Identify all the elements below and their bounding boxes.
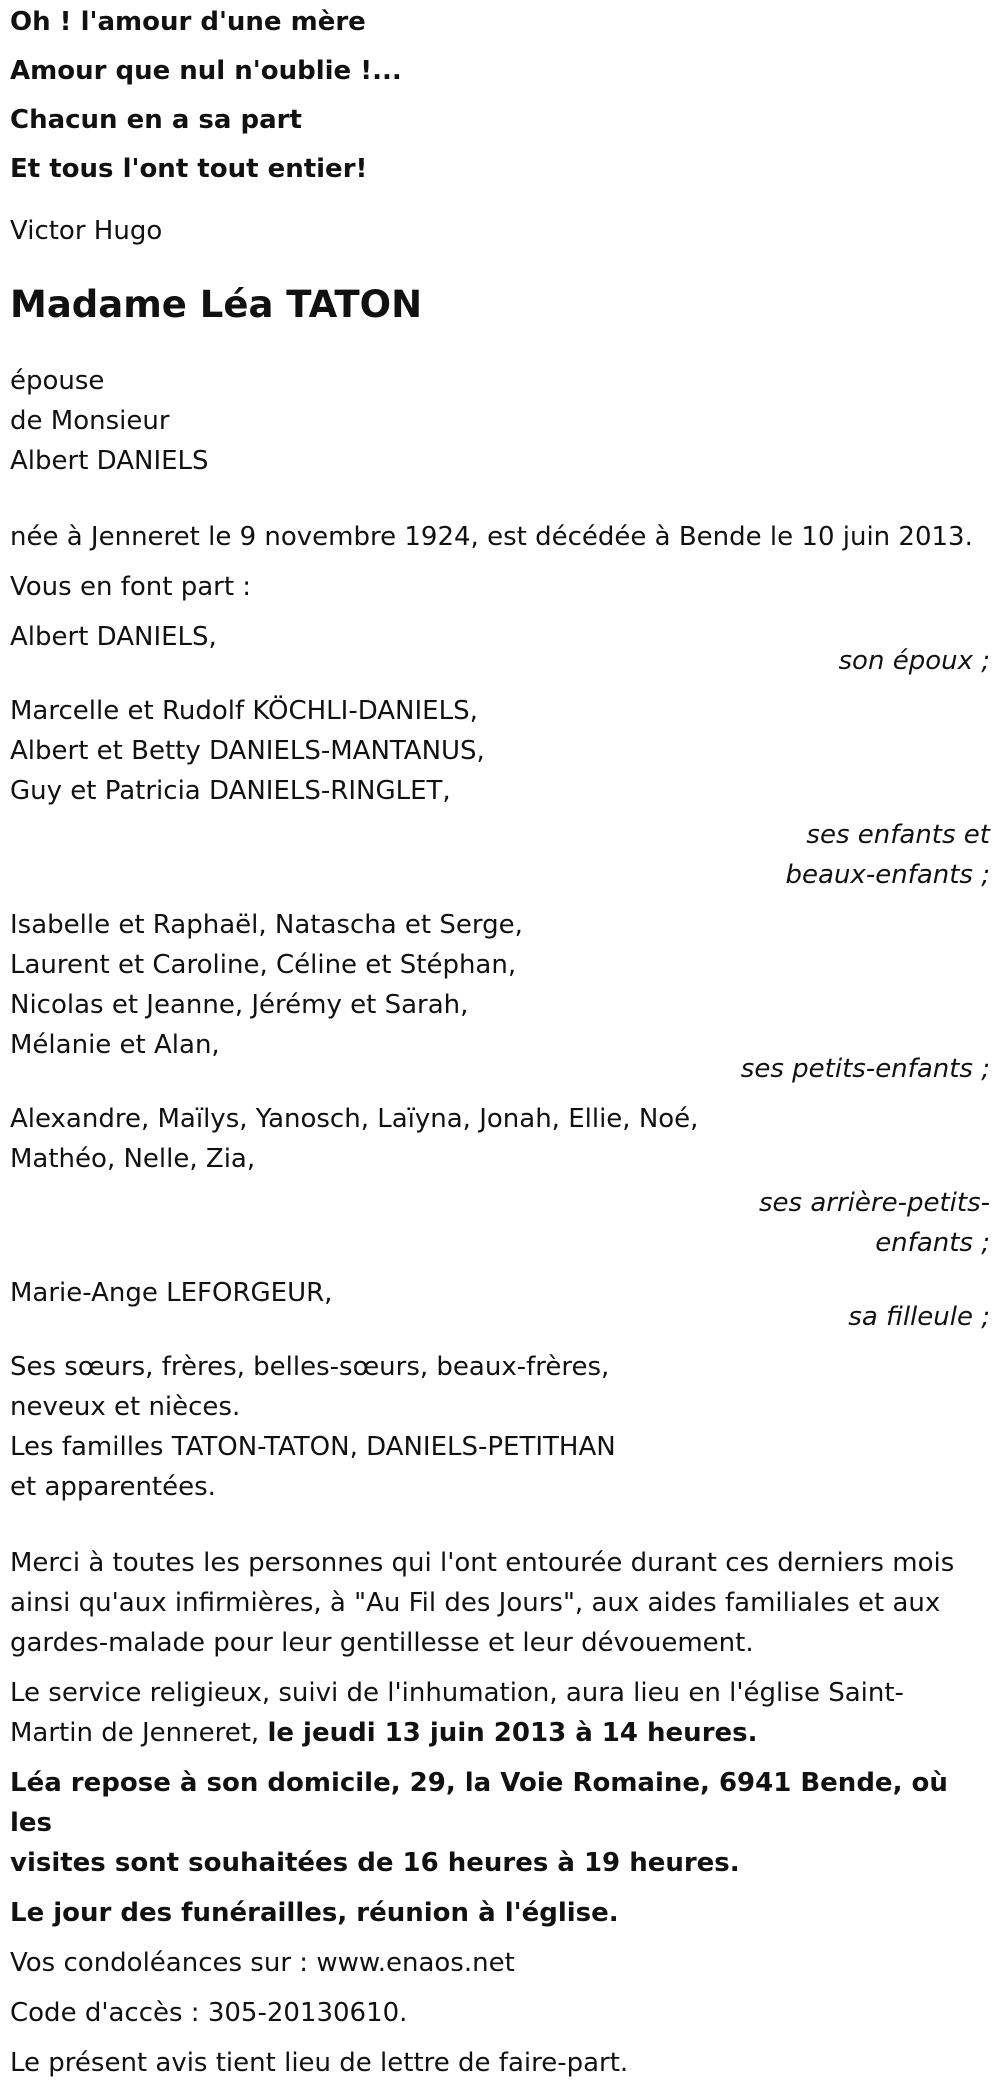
deceased-name: Madame Léa TATON xyxy=(10,283,423,326)
other-relatives-line: Ses sœurs, frères, belles-sœurs, beaux-frères, xyxy=(10,1352,610,1382)
family-name-line: Isabelle et Raphaël, Natascha et Serge, xyxy=(10,910,523,940)
thanks-paragraph xyxy=(10,1543,990,1663)
visits-line: visites sont souhaitées de 16 heures à 19 heures. xyxy=(10,1848,740,1878)
other-relatives xyxy=(10,1347,990,1507)
funeral-day-note: Le jour des funérailles, réunion à l'église. xyxy=(10,1898,619,1928)
family-group-grandchildren xyxy=(10,905,990,1089)
family-group-spouse xyxy=(10,617,990,681)
relation-label: beaux-enfants ; xyxy=(785,860,990,890)
family-group-great-grandchildren xyxy=(10,1099,990,1263)
poem-line: Oh ! l'amour d'une mère xyxy=(10,7,366,37)
service-line xyxy=(10,1713,990,1753)
birth-death-line: née à Jenneret le 9 novembre 1924, est décédée à Bende le 10 juin 2013. xyxy=(10,522,973,552)
service-location: Martin de Jenneret, xyxy=(10,1718,268,1748)
spouse-line: de Monsieur xyxy=(10,406,170,436)
other-relatives-line: et apparentées. xyxy=(10,1472,216,1502)
relation-label: sa filleule ; xyxy=(848,1302,990,1332)
relation-label: ses petits-enfants ; xyxy=(740,1054,990,1084)
access-code: Code d'accès : 305-20130610. xyxy=(10,1998,408,2028)
spouse-line: Albert DANIELS xyxy=(10,446,209,476)
thanks-line: gardes-malade pour leur gentillesse et leur dévouement. xyxy=(10,1628,754,1658)
family-name-line: Albert et Betty DANIELS-MANTANUS, xyxy=(10,736,485,766)
family-group-goddaughter xyxy=(10,1273,990,1337)
other-relatives-line: Les familles TATON-TATON, DANIELS-PETITHAN xyxy=(10,1432,616,1462)
visits-line: Léa repose à son domicile, 29, la Voie Romaine, 6941 Bende, où les xyxy=(10,1768,948,1838)
relation-label: ses enfants et xyxy=(806,820,990,850)
announcement: Vous en font part : xyxy=(10,572,252,602)
relation-label: enfants ; xyxy=(875,1228,990,1258)
family-name-line: Marie-Ange LEFORGEUR, xyxy=(10,1278,333,1308)
poem xyxy=(10,6,990,185)
visits-paragraph xyxy=(10,1763,990,1883)
poem-line: Chacun en a sa part xyxy=(10,105,302,135)
poem-author: Victor Hugo xyxy=(10,216,163,246)
service-line: Le service religieux, suivi de l'inhumation, aura lieu en l'église Saint- xyxy=(10,1678,904,1708)
poem-line: Amour que nul n'oublie !... xyxy=(10,56,402,86)
service-paragraph xyxy=(10,1673,990,1753)
other-relatives-line: neveux et nièces. xyxy=(10,1392,241,1422)
spouse-line: épouse xyxy=(10,366,105,396)
notice-line: Le présent avis tient lieu de lettre de faire-part. xyxy=(10,2048,629,2078)
family-name-line: Mathéo, Nelle, Zia, xyxy=(10,1144,256,1174)
thanks-line: ainsi qu'aux infirmières, à "Au Fil des Jours", aux aides familiales et aux xyxy=(10,1588,941,1618)
poem-line: Et tous l'ont tout entier! xyxy=(10,154,368,184)
family-name-line: Alexandre, Maïlys, Yanosch, Laïyna, Jonah, Ellie, Noé, xyxy=(10,1104,699,1134)
family-name-line: Nicolas et Jeanne, Jérémy et Sarah, xyxy=(10,990,469,1020)
family-group-children xyxy=(10,691,990,895)
family-name-line: Marcelle et Rudolf KÖCHLI-DANIELS, xyxy=(10,696,478,726)
spouse-info xyxy=(10,361,990,481)
family-name-line: Laurent et Caroline, Céline et Stéphan, xyxy=(10,950,517,980)
relation-label: ses arrière-petits- xyxy=(759,1188,990,1218)
service-date: le jeudi 13 juin 2013 à 14 heures. xyxy=(267,1718,758,1748)
family-name-line: Albert DANIELS, xyxy=(10,622,217,652)
family-name-line: Mélanie et Alan, xyxy=(10,1030,220,1060)
family-name-line: Guy et Patricia DANIELS-RINGLET, xyxy=(10,776,451,806)
thanks-line: Merci à toutes les personnes qui l'ont entourée durant ces derniers mois xyxy=(10,1548,955,1578)
condolences-line: Vos condoléances sur : www.enaos.net xyxy=(10,1948,515,1978)
relation-label: son époux ; xyxy=(838,646,990,676)
